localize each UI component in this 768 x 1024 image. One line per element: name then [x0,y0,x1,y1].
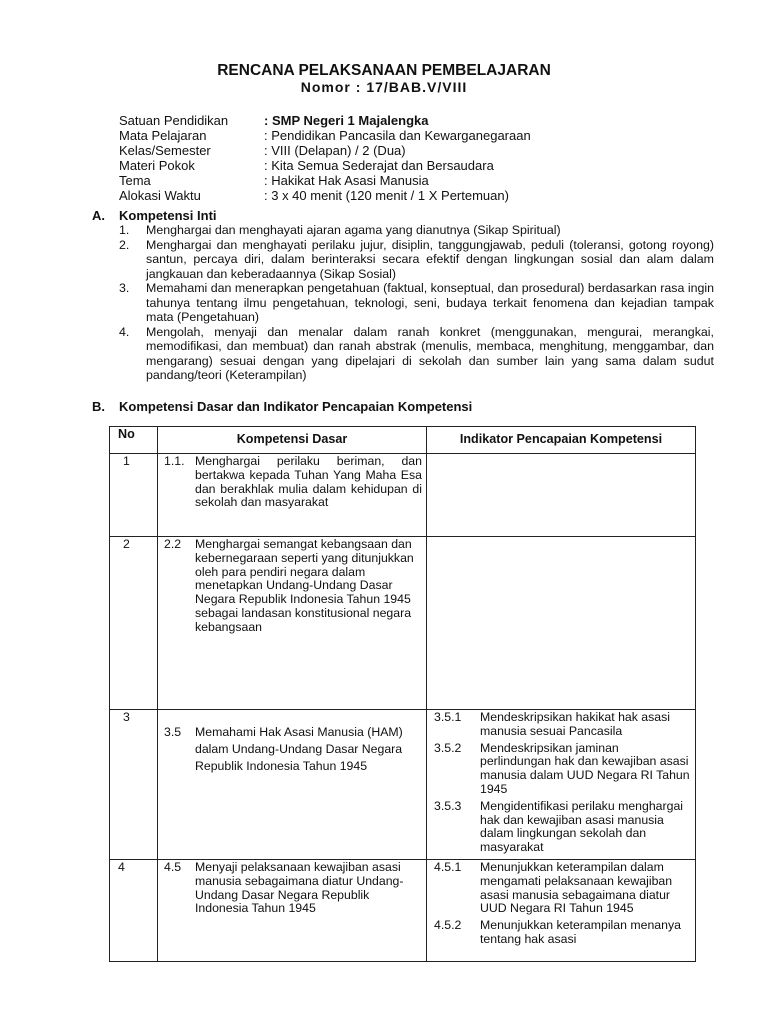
indicator-cell [427,860,696,962]
row-number: 2 [110,537,158,710]
identity-row [119,128,531,143]
kd-text: Menghargai semangat kebangsaan dan kebernegaraan seperti yang ditunjukkan oleh para pendiri negara dalam menetapkan Undang-Undang Dasar Negara Republik Indonesia Tahun 1945 sebagai landasan konstitusional negara kebangsaan [195,537,414,634]
indicator-cell [427,454,696,537]
identity-label: Alokasi Waktu [119,188,201,203]
list-item [119,281,714,325]
list-item-text: Memahami dan menerapkan pengetahuan (faktual, konseptual, dan prosedural) berdasarkan rasa ingin tahunya tentang ilmu pengetahuan, teknologi, seni, budaya terkait fenomena dan kejadian tampak mata (Pengetahuan) [146,281,714,324]
indicator-number: 4.5.1 [434,860,462,874]
list-item-text: Menghargai dan menghayati ajaran agama yang dianutnya (Sikap Spiritual) [146,223,561,237]
kd-number: 2.2 [164,537,182,551]
indicator-number: 3.5.1 [434,710,462,724]
indicator-item [434,742,691,797]
indicator-text: Mendeskripsikan jaminan perlindungan hak dan kewajiban asasi manusia dalam UUD Negara RI Tahun 1945 [480,740,690,796]
kd-cell [158,454,427,537]
document-number: Nomor : 17/BAB.V/VIII [300,79,468,95]
section-b-marker: B. [92,399,105,414]
identity-value: : SMP Negeri 1 Majalengka [264,113,429,128]
kd-text: Menghargai perilaku beriman, dan bertakwa kepada Tuhan Yang Maha Esa dan berakhlak mulia dalam kehidupan di sekolah dan masyarakat [195,454,422,510]
column-header-no: No [110,427,158,454]
table-row [110,537,696,710]
identity-row [119,173,531,188]
identity-row [119,143,531,158]
identity-row [119,113,531,128]
core-competency-list [119,223,714,383]
list-item-number: 4. [119,324,130,339]
identity-label: Tema [119,173,151,188]
list-item [119,238,714,282]
section-b-title: Kompetensi Dasar dan Indikator Pencapaian Kompetensi [119,399,473,414]
identity-block [119,113,531,203]
kd-number: 3.5 [164,725,182,739]
section-a-title: Kompetensi Inti [119,208,217,223]
kd-text: Memahami Hak Asasi Manusia (HAM) dalam Undang-Undang Dasar Negara Republik Indonesia Tahun 1945 [195,725,403,773]
kd-cell [158,710,427,860]
kd-number: 4.5 [164,860,182,874]
kd-cell [158,537,427,710]
indicator-cell [427,710,696,860]
document-title: RENCANA PELAKSANAAN PEMBELAJARAN [217,62,551,79]
identity-value: : VIII (Delapan) / 2 (Dua) [264,143,406,158]
column-header-indicator: Indikator Pencapaian Kompetensi [427,427,696,454]
list-item-text: Menghargai dan menghayati perilaku jujur, disiplin, tanggungjawab, peduli (toleransi, gotong royong) santun, percaya diri, dalam berinteraksi secara efektif dengan lingkungan sosial dan alam dalam jangkauan dan keberadaannya (Sikap Sosial) [146,237,714,281]
row-number: 4 [110,860,158,962]
indicator-item [434,800,691,855]
indicator-number: 4.5.2 [434,918,462,933]
identity-row [119,158,531,173]
kd-number: 1.1. [164,454,185,468]
table-row [110,710,696,860]
list-item-number: 1. [119,223,130,237]
indicator-number: 3.5.2 [434,740,462,755]
section-a-marker: A. [92,208,105,223]
row-number: 3 [110,710,158,860]
identity-value: : Kita Semua Sederajat dan Bersaudara [264,158,494,173]
indicator-text: Menunjukkan keterampilan dalam mengamati pelaksanaan kewajiban asasi manusia sebagaimana diatur UUD Negara RI Tahun 1945 [480,860,673,916]
kd-cell [158,860,427,962]
indicator-cell [427,537,696,710]
table-header-row [110,427,696,454]
kd-text: Menyaji pelaksanaan kewajiban asasi manusia sebagaimana diatur Undang-Undang Dasar Negara Republik Indonesia Tahun 1945 [195,860,404,916]
competency-table [109,426,696,962]
indicator-item [434,861,691,916]
list-item [119,325,714,383]
list-item [119,223,714,238]
indicator-item [434,711,691,739]
table-row [110,860,696,962]
identity-value: : 3 x 40 menit (120 menit / 1 X Pertemuan) [264,188,509,203]
indicator-text: Mendeskripsikan hakikat hak asasi manusia sesuai Pancasila [480,710,671,738]
list-item-text: Mengolah, menyaji dan menalar dalam ranah konkret (menggunakan, mengurai, merangkai, memodifikasi, dan membuat) dan ranah abstrak (menulis, membaca, menghitung, menggambar, dan mengarang) sesuai dengan yang dipelajari di sekolah dan sumber lain yang sama dalam sudut pandang/teori (Keterampilan) [146,324,714,382]
identity-label: Kelas/Semester [119,143,211,158]
indicator-number: 3.5.3 [434,798,462,813]
list-item-number: 3. [119,281,130,295]
list-item-number: 2. [119,237,130,252]
column-header-kd: Kompetensi Dasar [158,427,427,454]
identity-label: Satuan Pendidikan [119,113,229,128]
table-row [110,454,696,537]
identity-value: : Hakikat Hak Asasi Manusia [264,173,429,188]
identity-label: Mata Pelajaran [119,128,207,143]
identity-row [119,188,531,203]
indicator-text: Mengidentifikasi perilaku menghargai hak dan kewajiban asasi manusia dalam lingkungan sekolah dan masyarakat [480,798,684,855]
identity-label: Materi Pokok [119,158,195,173]
indicator-text: Menunjukkan keterampilan menanya tentang hak asasi [480,918,681,946]
row-number: 1 [110,454,158,537]
identity-value: : Pendidikan Pancasila dan Kewarganegaraan [264,128,531,143]
indicator-item [434,919,691,947]
